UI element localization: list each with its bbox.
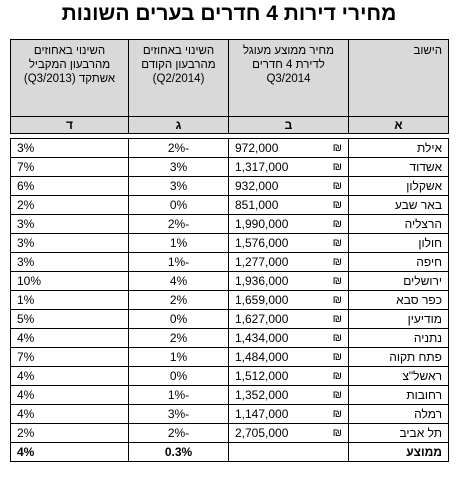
price-cell: [229, 310, 349, 329]
shekel-icon: ₪: [332, 408, 342, 420]
price-value: 1,147,000: [235, 407, 289, 421]
yoy-cell: 1%: [11, 291, 129, 310]
yoy-cell: 4%: [11, 367, 129, 386]
table-row: [11, 215, 449, 234]
letter-g: ג: [129, 117, 229, 134]
price-value: 1,936,000: [235, 274, 289, 288]
table-row: [11, 405, 449, 424]
price-value: 1,434,000: [235, 331, 289, 345]
price-value: 1,627,000: [235, 312, 289, 326]
letter-b: ב: [229, 117, 349, 134]
city-cell: ירושלים: [349, 272, 449, 291]
table-row: [11, 177, 449, 196]
price-cell: [229, 367, 349, 386]
table-row: [11, 196, 449, 215]
city-cell: חולון: [349, 234, 449, 253]
shekel-icon: ₪: [332, 142, 342, 154]
city-cell: באר שבע: [349, 196, 449, 215]
yoy-cell: 6%: [11, 177, 129, 196]
prev-quarter-cell: 2%: [129, 329, 229, 348]
price-value: 851,000: [235, 198, 279, 212]
prev-quarter-cell: 0%: [129, 196, 229, 215]
yoy-cell: 7%: [11, 158, 129, 177]
page-title: מחירי דירות 4 חדרים בערים השונות: [61, 2, 397, 25]
prev-quarter-cell: -3%: [129, 405, 229, 424]
letter-d: ד: [11, 117, 129, 134]
yoy-cell: 4%: [11, 329, 129, 348]
price-cell: [229, 424, 349, 443]
table-body: [11, 134, 449, 443]
city-cell: אשקלון: [349, 177, 449, 196]
price-value: 1,317,000: [235, 160, 289, 174]
table-row: [11, 272, 449, 291]
price-cell: [229, 253, 349, 272]
city-cell: תל אביב: [349, 424, 449, 443]
prev-quarter-cell: -2%: [129, 139, 229, 158]
shekel-icon: ₪: [332, 218, 342, 230]
shekel-icon: ₪: [332, 199, 342, 211]
letter-a: א: [349, 117, 449, 134]
yoy-cell: 2%: [11, 196, 129, 215]
yoy-cell: 3%: [11, 234, 129, 253]
city-cell: מודיעין: [349, 310, 449, 329]
yoy-cell: 5%: [11, 310, 129, 329]
header-price: מחיר ממוצע מעוגל לדירת 4 חדרים Q3/2014: [229, 40, 349, 117]
price-value: 1,512,000: [235, 369, 289, 383]
price-value: 2,705,000: [235, 426, 289, 440]
yoy-cell: 3%: [11, 139, 129, 158]
city-cell: אילת: [349, 139, 449, 158]
city-cell: ראשל"צ: [349, 367, 449, 386]
price-value: 1,576,000: [235, 236, 289, 250]
table-row: [11, 158, 449, 177]
header-city: הישוב: [349, 40, 449, 117]
yoy-cell: 2%: [11, 424, 129, 443]
shekel-icon: ₪: [332, 294, 342, 306]
price-value: 1,352,000: [235, 388, 289, 402]
shekel-icon: ₪: [332, 370, 342, 382]
city-cell: רמלה: [349, 405, 449, 424]
prev-quarter-cell: -1%: [129, 253, 229, 272]
shekel-icon: ₪: [332, 313, 342, 325]
table-row: [11, 386, 449, 405]
city-cell: נתניה: [349, 329, 449, 348]
shekel-icon: ₪: [332, 237, 342, 249]
prev-quarter-cell: 4%: [129, 272, 229, 291]
shekel-icon: ₪: [332, 256, 342, 268]
average-prev: 0.3%: [129, 443, 229, 462]
yoy-cell: 4%: [11, 405, 129, 424]
price-value: 1,990,000: [235, 217, 289, 231]
prev-quarter-cell: 0%: [129, 367, 229, 386]
yoy-cell: 7%: [11, 348, 129, 367]
price-value: 1,277,000: [235, 255, 289, 269]
yoy-cell: 3%: [11, 253, 129, 272]
prev-quarter-cell: 3%: [129, 158, 229, 177]
price-value: 972,000: [235, 141, 279, 155]
price-cell: [229, 348, 349, 367]
table-row: [11, 234, 449, 253]
table-row: [11, 253, 449, 272]
shekel-icon: ₪: [332, 351, 342, 363]
header-prev-quarter: השינוי באחוזים מהרבעון הקודם (Q2/2014): [129, 40, 229, 117]
price-cell: [229, 386, 349, 405]
shekel-icon: ₪: [332, 180, 342, 192]
city-cell: חיפה: [349, 253, 449, 272]
price-cell: [229, 158, 349, 177]
letters-row: [11, 117, 449, 134]
prev-quarter-cell: 1%: [129, 348, 229, 367]
city-cell: פתח תקוה: [349, 348, 449, 367]
table-row: [11, 310, 449, 329]
price-value: 1,659,000: [235, 293, 289, 307]
price-cell: [229, 291, 349, 310]
shekel-icon: ₪: [332, 275, 342, 287]
prices-table: [10, 39, 449, 462]
yoy-cell: 4%: [11, 386, 129, 405]
yoy-cell: 10%: [11, 272, 129, 291]
city-cell: כפר סבא: [349, 291, 449, 310]
city-cell: אשדוד: [349, 158, 449, 177]
average-yoy: 4%: [11, 443, 129, 462]
price-cell: [229, 272, 349, 291]
city-cell: הרצליה: [349, 215, 449, 234]
price-cell: [229, 177, 349, 196]
shekel-icon: ₪: [332, 427, 342, 439]
prev-quarter-cell: 3%: [129, 177, 229, 196]
prev-quarter-cell: -1%: [129, 386, 229, 405]
table-row: [11, 139, 449, 158]
table-row: [11, 348, 449, 367]
table-row: [11, 424, 449, 443]
price-cell: [229, 196, 349, 215]
prev-quarter-cell: 1%: [129, 234, 229, 253]
header-row: [11, 40, 449, 117]
price-cell: [229, 405, 349, 424]
yoy-cell: 3%: [11, 215, 129, 234]
average-price: [229, 443, 349, 462]
average-label: ממוצע: [349, 443, 449, 462]
city-cell: רחובות: [349, 386, 449, 405]
table-row: [11, 367, 449, 386]
header-year-over-year: השינוי באחוזים מהרבעון המקביל אשתקד (Q3/2013): [11, 40, 129, 117]
price-value: 932,000: [235, 179, 279, 193]
shekel-icon: ₪: [332, 389, 342, 401]
price-cell: [229, 234, 349, 253]
price-value: 1,484,000: [235, 350, 289, 364]
price-cell: [229, 139, 349, 158]
table-row: [11, 291, 449, 310]
shekel-icon: ₪: [332, 332, 342, 344]
price-cell: [229, 329, 349, 348]
price-cell: [229, 215, 349, 234]
prev-quarter-cell: 0%: [129, 310, 229, 329]
shekel-icon: ₪: [332, 161, 342, 173]
average-row: [11, 443, 449, 462]
prev-quarter-cell: -2%: [129, 424, 229, 443]
table-row: [11, 329, 449, 348]
prev-quarter-cell: 2%: [129, 291, 229, 310]
prev-quarter-cell: -2%: [129, 215, 229, 234]
